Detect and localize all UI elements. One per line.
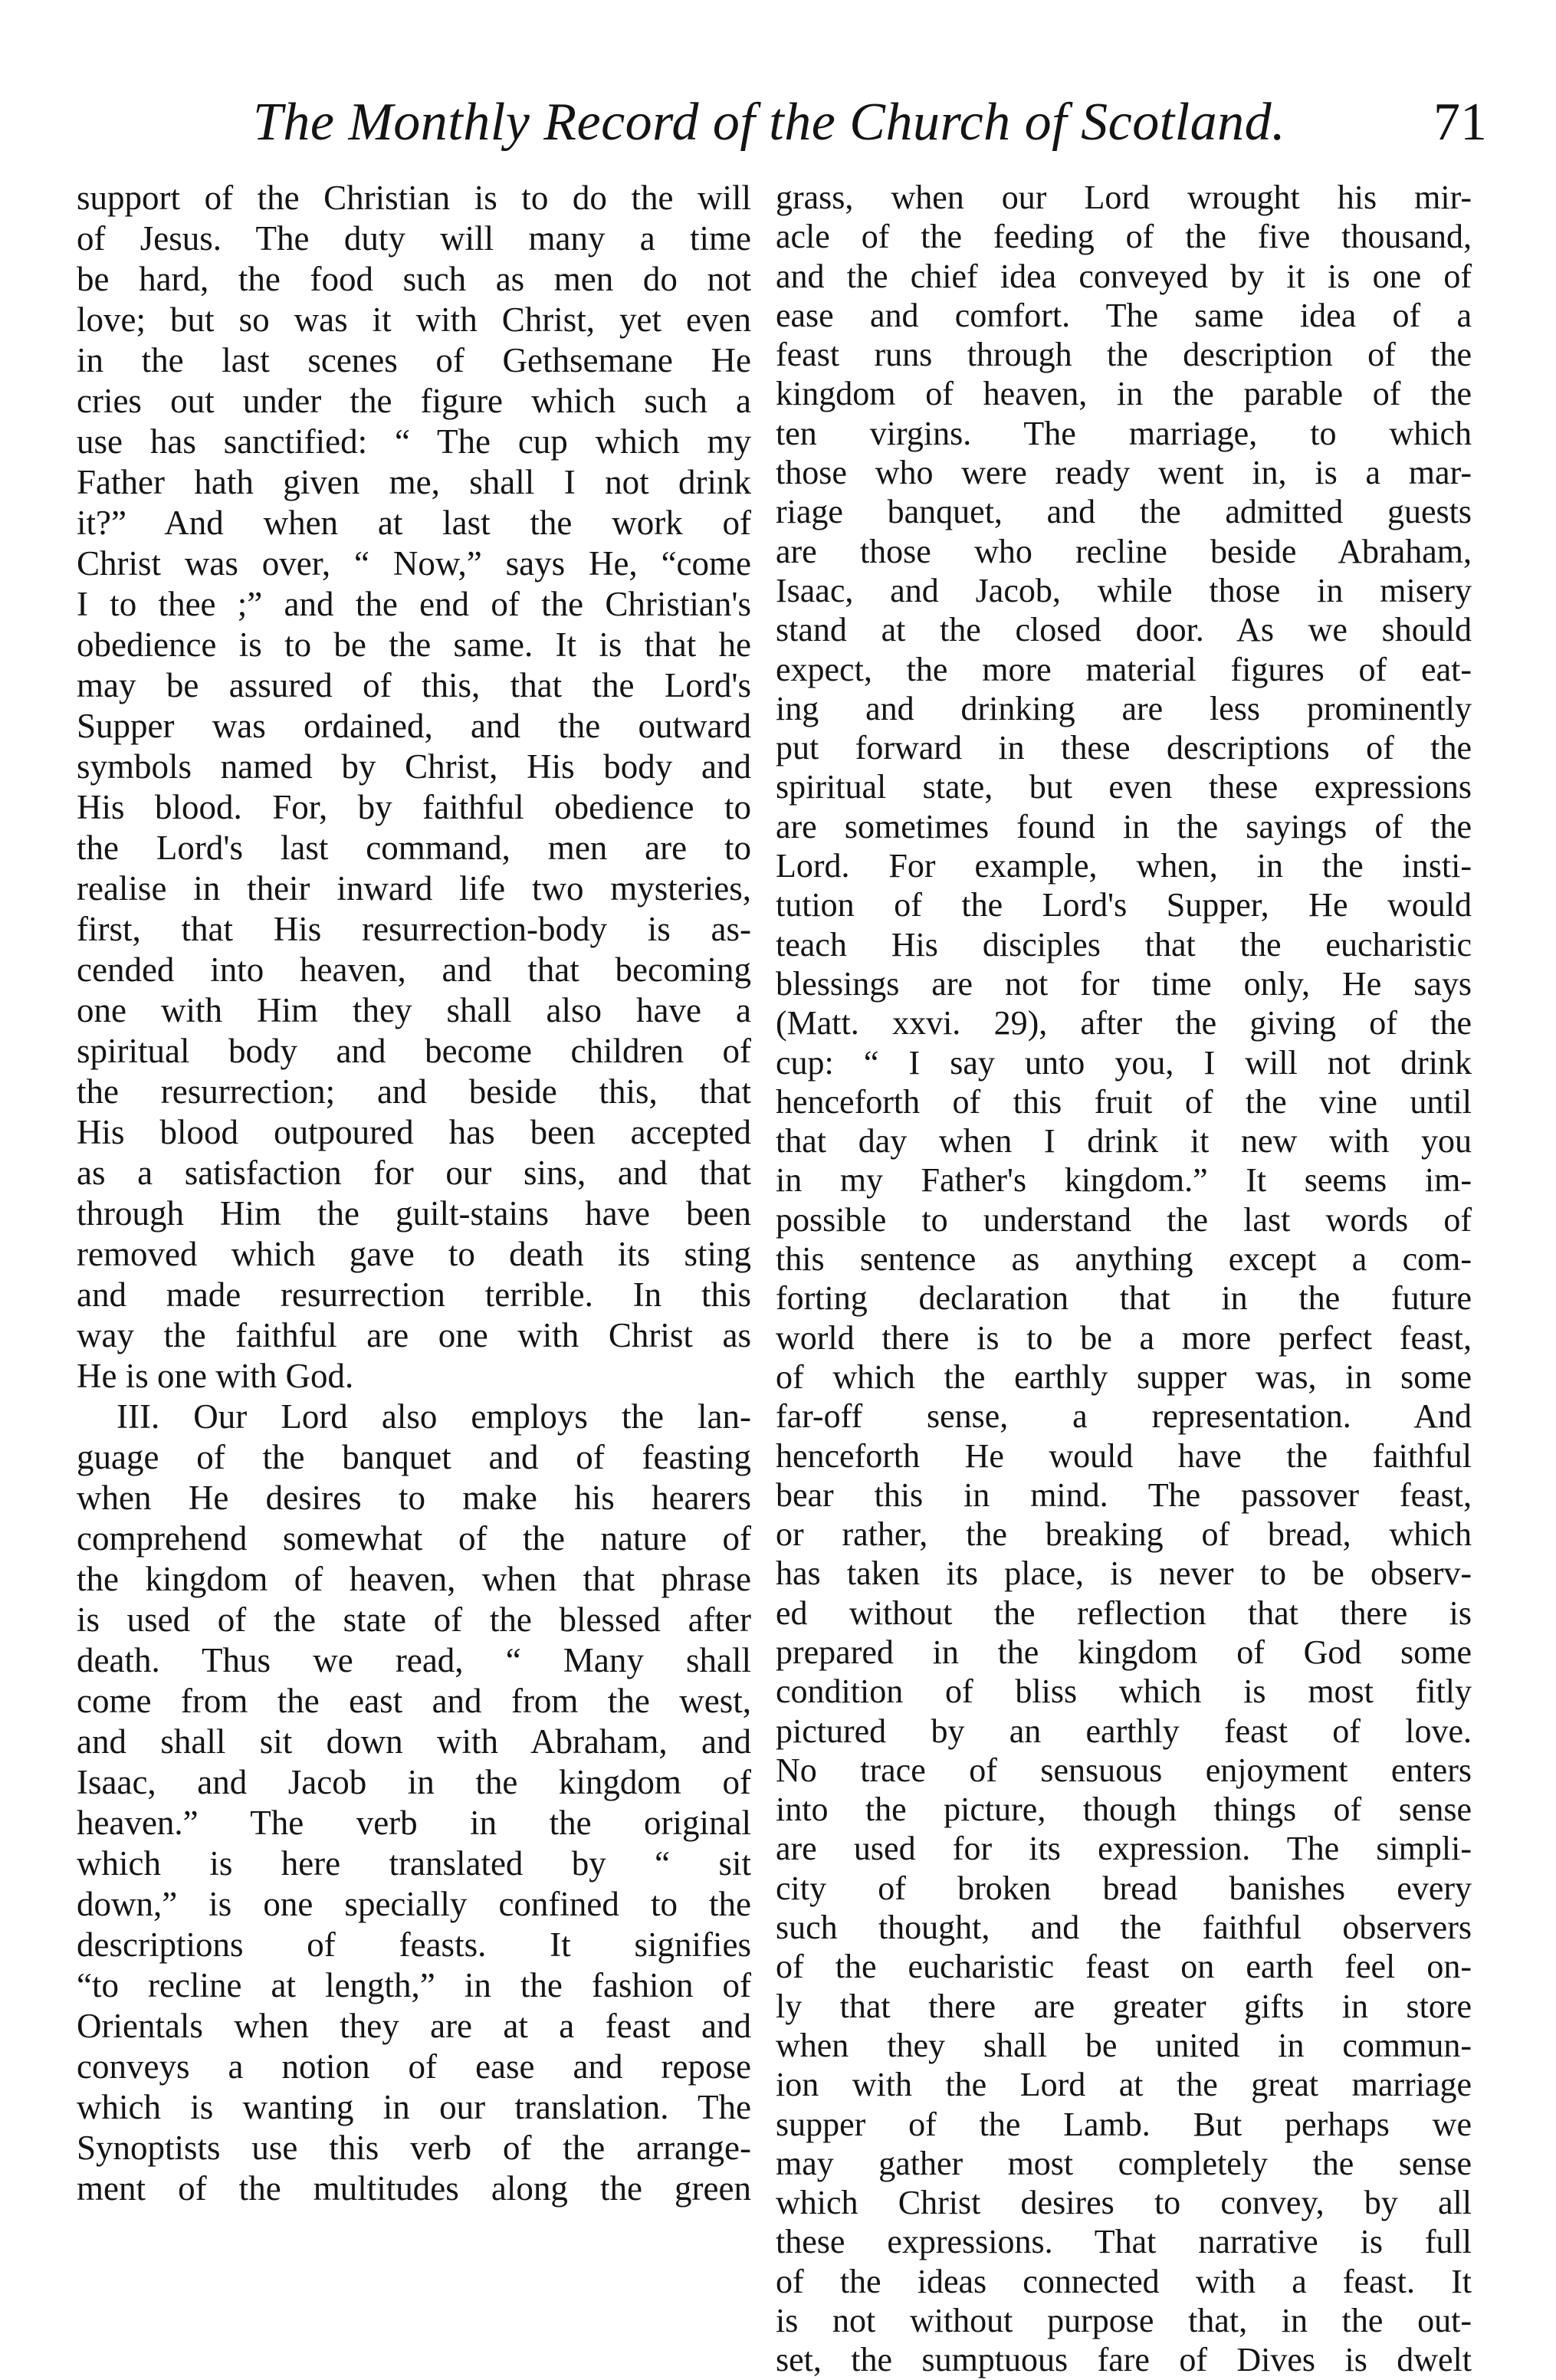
text-line: I to thee ;” and the end of the Christian's <box>77 585 751 623</box>
text-line: cended into heaven, and that becoming <box>77 950 751 989</box>
text-line: when He desires to make his hearers <box>77 1479 751 1517</box>
text-line: ly that there are greater gifts in store <box>776 1987 1472 2025</box>
text-line: comprehend somewhat of the nature of <box>77 1519 751 1558</box>
text-line: kingdom of heaven, in the parable of the <box>776 375 1472 413</box>
text-line: No trace of sensuous enjoyment enters <box>776 1751 1472 1789</box>
text-line: guage of the banquet and of feasting <box>77 1438 751 1476</box>
text-line: pictured by an earthly feast of love. <box>776 1712 1472 1750</box>
text-line: obedience is to be the same. It is that he <box>77 625 751 664</box>
text-line: the kingdom of heaven, when that phrase <box>77 1560 751 1598</box>
text-line: III. Our Lord also employs the lan- <box>117 1397 751 1436</box>
text-line: set, the sumptuous fare of Dives is dwelt <box>776 2341 1472 2379</box>
text-line: cup: “ I say unto you, I will not drink <box>776 1043 1472 1082</box>
text-line: or rather, the breaking of bread, which <box>776 1515 1472 1554</box>
text-line: through Him the guilt-stains have been <box>77 1194 751 1233</box>
text-line: realise in their inward life two mysteries, <box>77 869 751 908</box>
text-line: support of the Christian is to do the will <box>77 179 751 217</box>
text-line: (Matt. xxvi. 29), after the giving of the <box>776 1004 1472 1042</box>
text-line: death. Thus we read, “ Many shall <box>77 1641 751 1679</box>
text-line: bear this in mind. The passover feast, <box>776 1476 1472 1514</box>
text-line: He is one with God. <box>77 1357 354 1395</box>
text-line: use has sanctified: “ The cup which my <box>77 422 751 461</box>
text-line: far-off sense, a representation. And <box>776 1397 1472 1436</box>
text-line: which is here translated by “ sit <box>77 1844 751 1883</box>
text-line: has taken its place, is never to be observ- <box>776 1554 1472 1593</box>
text-line: Christ was over, “ Now,” says He, “come <box>77 544 751 583</box>
text-line: symbols named by Christ, His body and <box>77 747 751 786</box>
text-line: and shall sit down with Abraham, and <box>77 1722 751 1761</box>
text-line: and the chief idea conveyed by it is one of <box>776 257 1472 295</box>
text-line: of Jesus. The duty will many a time <box>77 219 751 258</box>
text-line: world there is to be a more perfect feast, <box>776 1318 1472 1357</box>
text-line: Isaac, and Jacob, while those in misery <box>776 571 1472 609</box>
text-line: forting declaration that in the future <box>776 1279 1472 1318</box>
text-line: are those who recline beside Abraham, <box>776 532 1472 570</box>
text-line: in the last scenes of Gethsemane He <box>77 341 751 379</box>
text-line: way the faithful are one with Christ as <box>77 1316 751 1354</box>
text-line: the resurrection; and beside this, that <box>77 1072 751 1111</box>
running-title: The Monthly Record of the Church of Scotland. <box>253 93 1286 152</box>
text-line: of which the earthly supper was, in some <box>776 1357 1472 1396</box>
text-line: and made resurrection terrible. In this <box>77 1275 751 1314</box>
page-number: 71 <box>1433 93 1487 152</box>
text-line: His blood outpoured has been accepted <box>77 1113 751 1151</box>
text-line: are sometimes found in the sayings of the <box>776 807 1472 845</box>
text-line: His blood. For, by faithful obedience to <box>77 788 751 826</box>
text-line: ed without the reflection that there is <box>776 1594 1472 1632</box>
text-line: such thought, and the faithful observers <box>776 1909 1472 1947</box>
text-line: blessings are not for time only, He says <box>776 964 1472 1003</box>
text-line: henceforth of this fruit of the vine until <box>776 1082 1472 1121</box>
text-line: grass, when our Lord wrought his mir- <box>776 179 1472 216</box>
text-line: supper of the Lamb. But perhaps we <box>776 2105 1472 2143</box>
text-line: put forward in these descriptions of the <box>776 729 1472 767</box>
text-line: stand at the closed door. As we should <box>776 611 1472 649</box>
text-line: teach His disciples that the eucharistic <box>776 925 1472 963</box>
text-line: love; but so was it with Christ, yet even <box>77 300 751 339</box>
text-line: ease and comfort. The same idea of a <box>776 296 1472 334</box>
text-line: riage banquet, and the admitted guests <box>776 493 1472 531</box>
text-line: acle of the feeding of the five thousand, <box>776 218 1472 256</box>
text-line: spiritual body and become children of <box>77 1032 751 1070</box>
text-line: descriptions of feasts. It signifies <box>77 1925 751 1964</box>
text-line: Orientals when they are at a feast and <box>77 2007 751 2045</box>
text-line: which is wanting in our translation. The <box>77 2088 751 2126</box>
text-column-left <box>77 178 751 2282</box>
text-line: is not without purpose that, in the out- <box>776 2302 1472 2340</box>
text-line: henceforth He would have the faithful <box>776 1436 1472 1475</box>
text-line: are used for its expression. The simpli- <box>776 1830 1472 1868</box>
text-line: conveys a notion of ease and repose <box>77 2047 751 2086</box>
text-line: in my Father's kingdom.” It seems im- <box>776 1161 1472 1200</box>
text-line: is used of the state of the blessed after <box>77 1600 751 1639</box>
text-line: expect, the more material figures of eat- <box>776 650 1472 688</box>
text-line: Father hath given me, shall I not drink <box>77 463 751 501</box>
text-line: come from the east and from the west, <box>77 1682 751 1720</box>
text-line: be hard, the food such as men do not <box>77 260 751 298</box>
text-line: possible to understand the last words of <box>776 1200 1472 1239</box>
text-line: one with Him they shall also have a <box>77 991 751 1029</box>
text-line: it?” And when at last the work of <box>77 504 751 542</box>
text-line: spiritual state, but even these expressions <box>776 768 1472 806</box>
text-line: ion with the Lord at the great marriage <box>776 2066 1472 2104</box>
text-line: city of broken bread banishes every <box>776 1869 1472 1907</box>
text-line: feast runs through the description of the <box>776 336 1472 374</box>
text-line: Lord. For example, when, in the insti- <box>776 847 1472 885</box>
text-line: condition of bliss which is most fitly <box>776 1673 1472 1711</box>
text-line: first, that His resurrection-body is as- <box>77 910 751 948</box>
page-header <box>253 86 1487 159</box>
text-line: Supper was ordained, and the outward <box>77 707 751 745</box>
text-column-right <box>776 178 1472 2379</box>
text-line: cries out under the figure which such a <box>77 382 751 420</box>
text-line: ing and drinking are less prominently <box>776 689 1472 727</box>
text-line: those who were ready went in, is a mar- <box>776 454 1472 492</box>
text-line: that day when I drink it new with you <box>776 1122 1472 1160</box>
text-line: removed which gave to death its sting <box>77 1235 751 1273</box>
text-line: into the picture, though things of sense <box>776 1791 1472 1829</box>
text-line: of the eucharistic feast on earth feel on- <box>776 1948 1472 1986</box>
text-line: prepared in the kingdom of God some <box>776 1633 1472 1671</box>
text-line: ment of the multitudes along the green <box>77 2169 751 2208</box>
text-line: down,” is one specially confined to the <box>77 1885 751 1923</box>
text-line: of the ideas connected with a feast. It <box>776 2262 1472 2300</box>
text-line: as a satisfaction for our sins, and that <box>77 1154 751 1192</box>
text-line: Synoptists use this verb of the arrange- <box>77 2129 751 2167</box>
text-line: which Christ desires to convey, by all <box>776 2184 1472 2222</box>
text-line: these expressions. That narrative is full <box>776 2223 1472 2261</box>
text-line: heaven.” The verb in the original <box>77 1804 751 1842</box>
text-line: may be assured of this, that the Lord's <box>77 666 751 704</box>
text-line: when they shall be united in commun- <box>776 2026 1472 2064</box>
text-line: this sentence as anything except a com- <box>776 1240 1472 1279</box>
text-line: ten virgins. The marriage, to which <box>776 414 1472 452</box>
text-line: Isaac, and Jacob in the kingdom of <box>77 1763 751 1801</box>
text-line: the Lord's last command, men are to <box>77 829 751 867</box>
text-line: “to recline at length,” in the fashion of <box>77 1966 751 2004</box>
text-line: tution of the Lord's Supper, He would <box>776 886 1472 924</box>
text-line: may gather most completely the sense <box>776 2144 1472 2182</box>
